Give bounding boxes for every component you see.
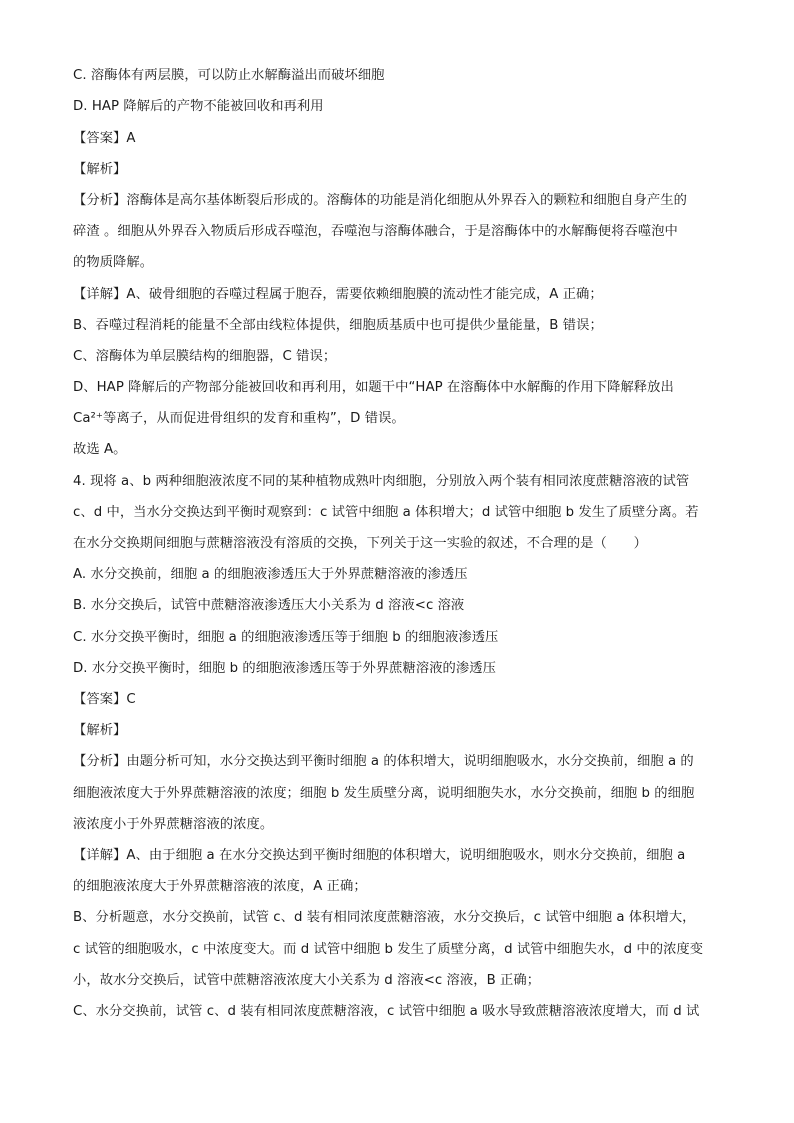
detail-paragraph-line: c 试管的细胞吸水，c 中浓度变大。而 d 试管中细胞 b 发生了质壁分离，d 试管中细胞失水，d 中的浓度变 — [73, 942, 704, 957]
detail-paragraph-line: 【详解】A、由于细胞 a 在水分交换达到平衡时细胞的体积增大，说明细胞吸水，则水分交换前，细胞 a — [73, 848, 686, 863]
analysis-paragraph-line: 液浓度小于外界蔗糖溶液的浓度。 — [73, 817, 274, 832]
option-a-line: A. 水分交换前，细胞 a 的细胞液渗透压大于外界蔗糖溶液的渗透压 — [73, 567, 468, 582]
analysis-paragraph-line: 细胞液浓度大于外界蔗糖溶液的浓度；细胞 b 发生质壁分离，说明细胞失水，水分交换前，细胞 b 的细胞 — [73, 786, 695, 801]
analysis-heading: 【解析】 — [73, 723, 127, 738]
detail-paragraph-line: 小，故水分交换后，试管中蔗糖溶液浓度大小关系为 d 溶液<c 溶液，B 正确； — [73, 973, 541, 988]
analysis-paragraph-line: 碎渣 。细胞从外界吞入物质后形成吞噬泡，吞噬泡与溶酶体融合，于是溶酶体中的水解酶便将吞噬泡中 — [73, 224, 678, 239]
option-c-line: C. 水分交换平衡时，细胞 a 的细胞液渗透压等于细胞 b 的细胞液渗透压 — [73, 630, 499, 645]
option-c-line: C. 溶酶体有两层膜，可以防止水解酶溢出而破坏细胞 — [73, 68, 385, 83]
detail-paragraph-line: 【详解】A、破骨细胞的吞噬过程属于胞吞，需要依赖细胞膜的流动性才能完成，A 正确； — [73, 287, 603, 302]
question-4-stem-line: 4. 现将 a、b 两种细胞液浓度不同的某种植物成熟叶肉细胞，分别放入两个装有相同浓度蔗糖溶液的试管 — [73, 474, 690, 489]
detail-paragraph-line: B、分析题意，水分交换前，试管 c、d 装有相同浓度蔗糖溶液，水分交换后，c 试管中细胞 a 体积增大， — [73, 910, 696, 925]
question-4-stem-line: c、d 中，当水分交换达到平衡时观察到：c 试管中细胞 a 体积增大；d 试管中细胞 b 发生了质壁分离。若 — [73, 505, 699, 520]
analysis-paragraph-line: 【分析】由题分析可知，水分交换达到平衡时细胞 a 的体积增大，说明细胞吸水，水分交换前，细胞 a 的 — [73, 754, 694, 769]
conclusion-line: 故选 A。 — [73, 442, 127, 457]
detail-paragraph-line: 的细胞液浓度大于外界蔗糖溶液的浓度，A 正确； — [73, 879, 367, 894]
answer-label: 【答案】A — [73, 131, 136, 146]
option-d-line: D. 水分交换平衡时，细胞 b 的细胞液渗透压等于外界蔗糖溶液的渗透压 — [73, 661, 496, 676]
detail-paragraph-line: D、HAP 降解后的产物部分能被回收和再利用，如题干中“HAP 在溶酶体中水解酶的作用下降解释放出 — [73, 380, 674, 395]
detail-paragraph-line: C、溶酶体为单层膜结构的细胞器，C 错误； — [73, 349, 337, 364]
question-4-stem-line: 在水分交换期间细胞与蔗糖溶液没有溶质的交换，下列关于这一实验的叙述，不合理的是（ ） — [73, 536, 647, 551]
analysis-heading: 【解析】 — [73, 162, 127, 177]
detail-paragraph-line: B、吞噬过程消耗的能量不全部由线粒体提供，细胞质基质中也可提供少量能量，B 错误； — [73, 318, 603, 333]
detail-paragraph-line: Ca²⁺等离子，从而促进骨组织的发育和重构”，D 错误。 — [73, 411, 405, 426]
answer-label: 【答案】C — [73, 692, 136, 707]
option-b-line: B. 水分交换后，试管中蔗糖溶液渗透压大小关系为 d 溶液<c 溶液 — [73, 598, 465, 613]
detail-paragraph-line: C、水分交换前，试管 c、d 装有相同浓度蔗糖溶液，c 试管中细胞 a 吸水导致蔗糖溶液浓度增大，而 d 试 — [73, 1004, 700, 1019]
analysis-paragraph-line: 【分析】溶酶体是高尔基体断裂后形成的。溶酶体的功能是消化细胞从外界吞入的颗粒和细胞自身产生的 — [73, 193, 687, 208]
option-d-line: D. HAP 降解后的产物不能被回收和再利用 — [73, 99, 324, 114]
analysis-paragraph-line: 的物质降解。 — [73, 255, 154, 270]
